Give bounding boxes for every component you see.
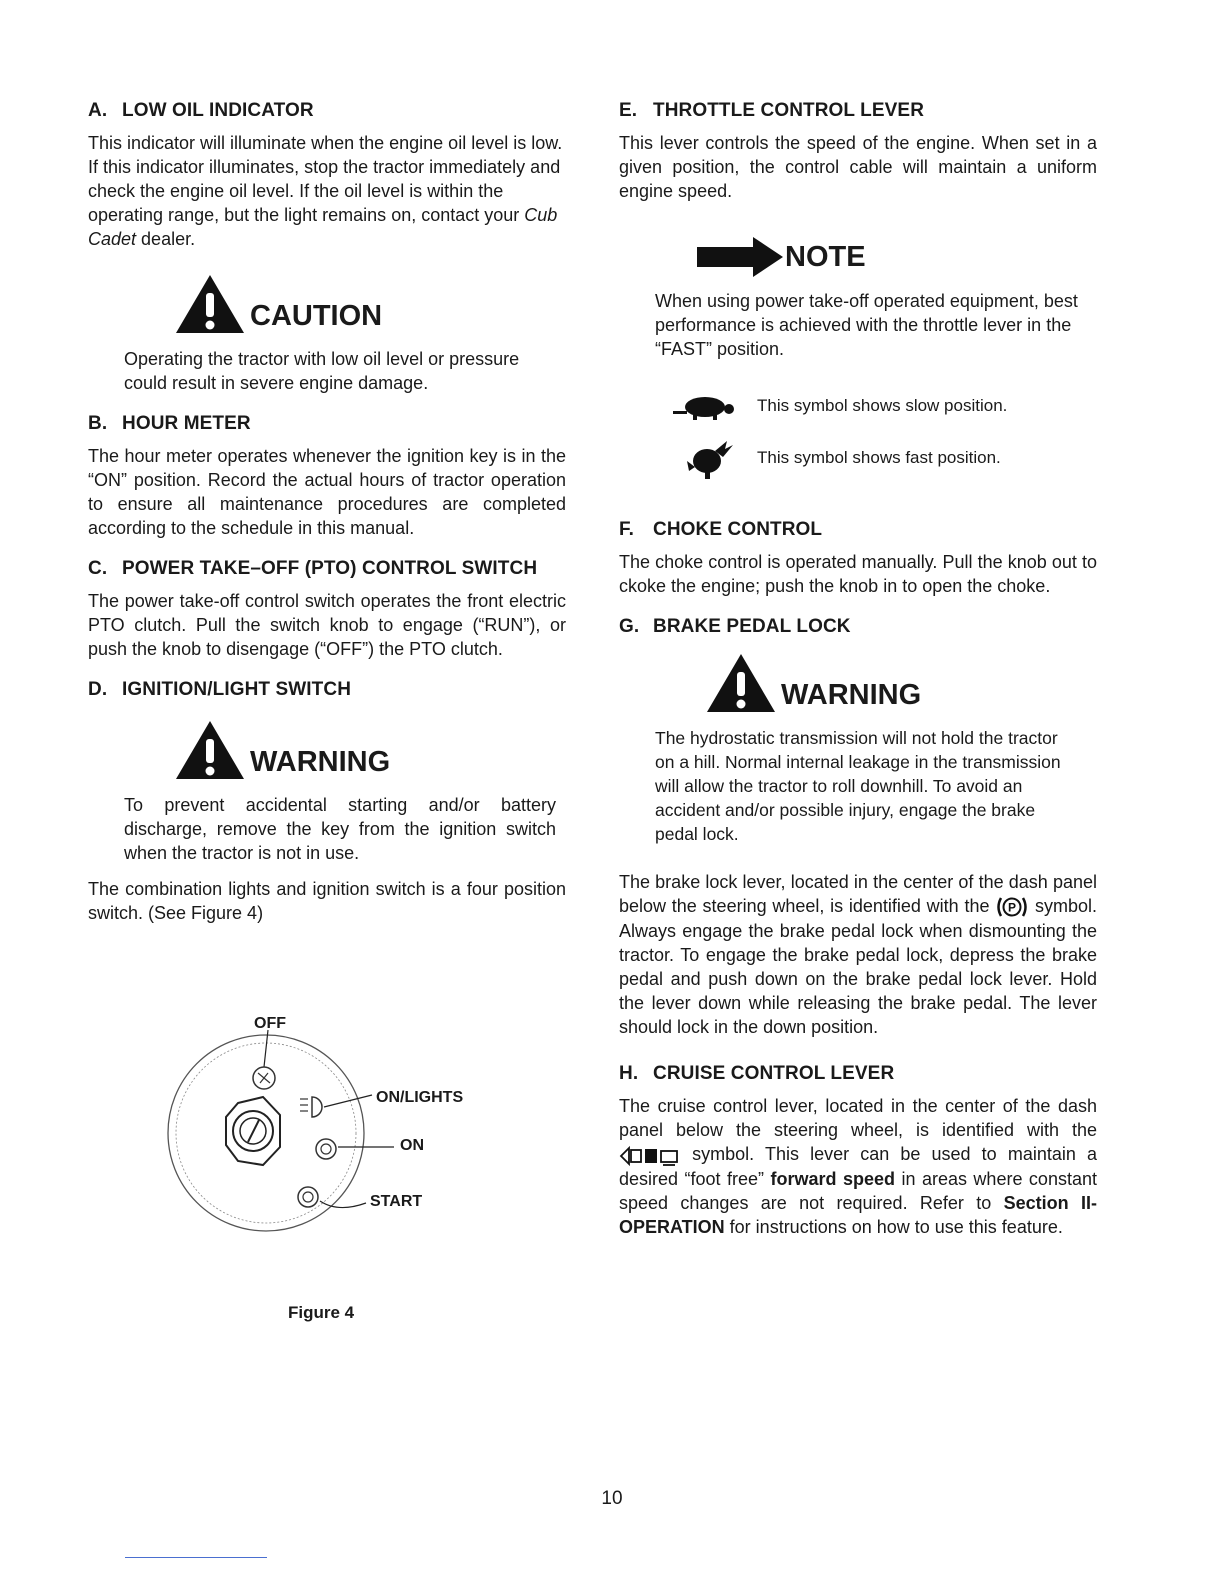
section-a: [88, 100, 566, 251]
caution-callout: [88, 273, 566, 395]
section-f-text: The choke control is operated manually. Pull the knob out to ckoke the engine; push the knob in to open the choke.: [619, 552, 1097, 596]
turtle-icon: [671, 391, 743, 421]
warning-label: WARNING: [781, 679, 922, 711]
section-h-heading: H. CRUISE CONTROL LEVER: [619, 1063, 895, 1085]
caution-text: Operating the tractor with low oil level or pressure could result in severe engine damage.: [124, 349, 520, 393]
section-e: [619, 100, 1097, 203]
section-d: [88, 679, 566, 701]
caution-label: CAUTION: [250, 300, 383, 332]
section-b: [88, 413, 566, 540]
brake-warning-text: The hydrostatic transmission will not hold the tractor on a hill. Normal internal leakage in the transmission will allow the tractor to roll downhill. To avoid an accident and/or possible injury, engage the brake pedal lock.: [655, 728, 1061, 844]
warning-triangle-icon: [174, 273, 246, 335]
right-column: [619, 100, 1097, 1239]
svg-text:P: P: [1008, 900, 1017, 915]
section-f-heading: F. CHOKE CONTROL: [619, 519, 823, 540]
section-g-text: The brake lock lever, located in the center of the dash panel below the steering wheel, is identified with the P symbol. Always engage the brake pedal lock when dismounting the tractor. To engage the brake pedal lock, depress the brake pedal and push down on the brake pedal lock lever. Hold the lever down while releasing the brake pedal. The lever should lock in the down position.: [619, 872, 1097, 1038]
slow-symbol-text: This symbol shows slow position.: [757, 396, 1008, 415]
fast-symbol-text: This symbol shows fast position.: [757, 448, 1001, 467]
rabbit-icon: [671, 437, 743, 479]
warning-text: To prevent accidental starting and/or battery discharge, remove the key from the ignition switch when the tractor is not in use.: [124, 795, 556, 863]
section-h: [619, 1063, 1097, 1238]
parking-brake-icon: [995, 895, 1029, 919]
section-b-text: The hour meter operates whenever the ignition key is in the “ON” position. Record the actual hours of tractor operation to ensure all maintenance procedures are completed according to the schedule in this manual.: [88, 446, 566, 538]
page-number: 10: [601, 1488, 623, 1509]
throttle-symbols: [619, 391, 1097, 479]
ignition-switch-diagram: [88, 935, 566, 1265]
warning-label: WARNING: [250, 746, 391, 778]
figure-4: [88, 935, 566, 1325]
note-callout: [619, 237, 1097, 361]
warning-callout-ignition: [88, 719, 566, 865]
figure-label-on: ON: [400, 1137, 424, 1154]
left-column: [88, 100, 566, 1325]
section-g-heading: G. BRAKE PEDAL LOCK: [619, 616, 851, 637]
figure-label-start: START: [370, 1193, 423, 1210]
section-h-text: The cruise control lever, located in the center of the dash panel below the steering wheel, is identified with the symbol. This lever can be used to maintain a desired “foot free” forward speed in areas where constant speed changes are not required. Refer to Section II- OPERATION for instructions on how to use this feature.: [619, 1096, 1097, 1237]
section-g: [619, 616, 1097, 638]
section-c-heading: C. POWER TAKE–OFF (PTO) CONTROL SWITCH: [88, 558, 538, 579]
figure-label-on-lights: ON/LIGHTS: [376, 1089, 464, 1106]
warning-callout-brake: [619, 652, 1097, 846]
section-a-heading: A. LOW OIL INDICATOR: [88, 100, 314, 121]
section-c-text: The power take-off control switch operates the front electric PTO clutch. Pull the switch knob to engage (“RUN”), or push the knob to disengage (“OFF”) the PTO clutch.: [88, 591, 566, 659]
warning-triangle-icon: [705, 652, 777, 714]
footnote-divider: [125, 1557, 267, 1558]
section-d-text: The combination lights and ignition switch is a four position switch. (See Figure 4): [88, 879, 566, 923]
section-a-text: This indicator will illuminate when the engine oil level is low. If this indicator illuminates, stop the tractor immediately and check the engine oil level. If the oil level is within the operating range, but the light remains on, contact your Cub Cadet dealer.: [88, 133, 563, 249]
note-label: NOTE: [785, 240, 866, 273]
slow-symbol-row: [671, 391, 1097, 421]
cruise-control-icon: [619, 1145, 681, 1167]
right-arrow-icon: [697, 237, 783, 277]
warning-triangle-icon: [174, 719, 246, 781]
section-f: [619, 519, 1097, 598]
figure-label-off: OFF: [254, 1015, 286, 1032]
figure-caption: Figure 4: [288, 1303, 355, 1322]
section-d-heading: D. IGNITION/LIGHT SWITCH: [88, 679, 352, 700]
section-c: [88, 558, 566, 661]
brand-name: Cub Cadet: [88, 205, 558, 249]
section-e-heading: E. THROTTLE CONTROL LEVER: [619, 100, 925, 121]
section-e-text: This lever controls the speed of the engine. When set in a given position, the control cable will maintain a uniform engine speed.: [619, 133, 1097, 201]
section-b-heading: B. HOUR METER: [88, 413, 251, 434]
note-text: When using power take-off operated equipment, best performance is achieved with the throttle lever in the “FAST” position.: [655, 291, 1078, 359]
fast-symbol-row: [671, 437, 1097, 479]
